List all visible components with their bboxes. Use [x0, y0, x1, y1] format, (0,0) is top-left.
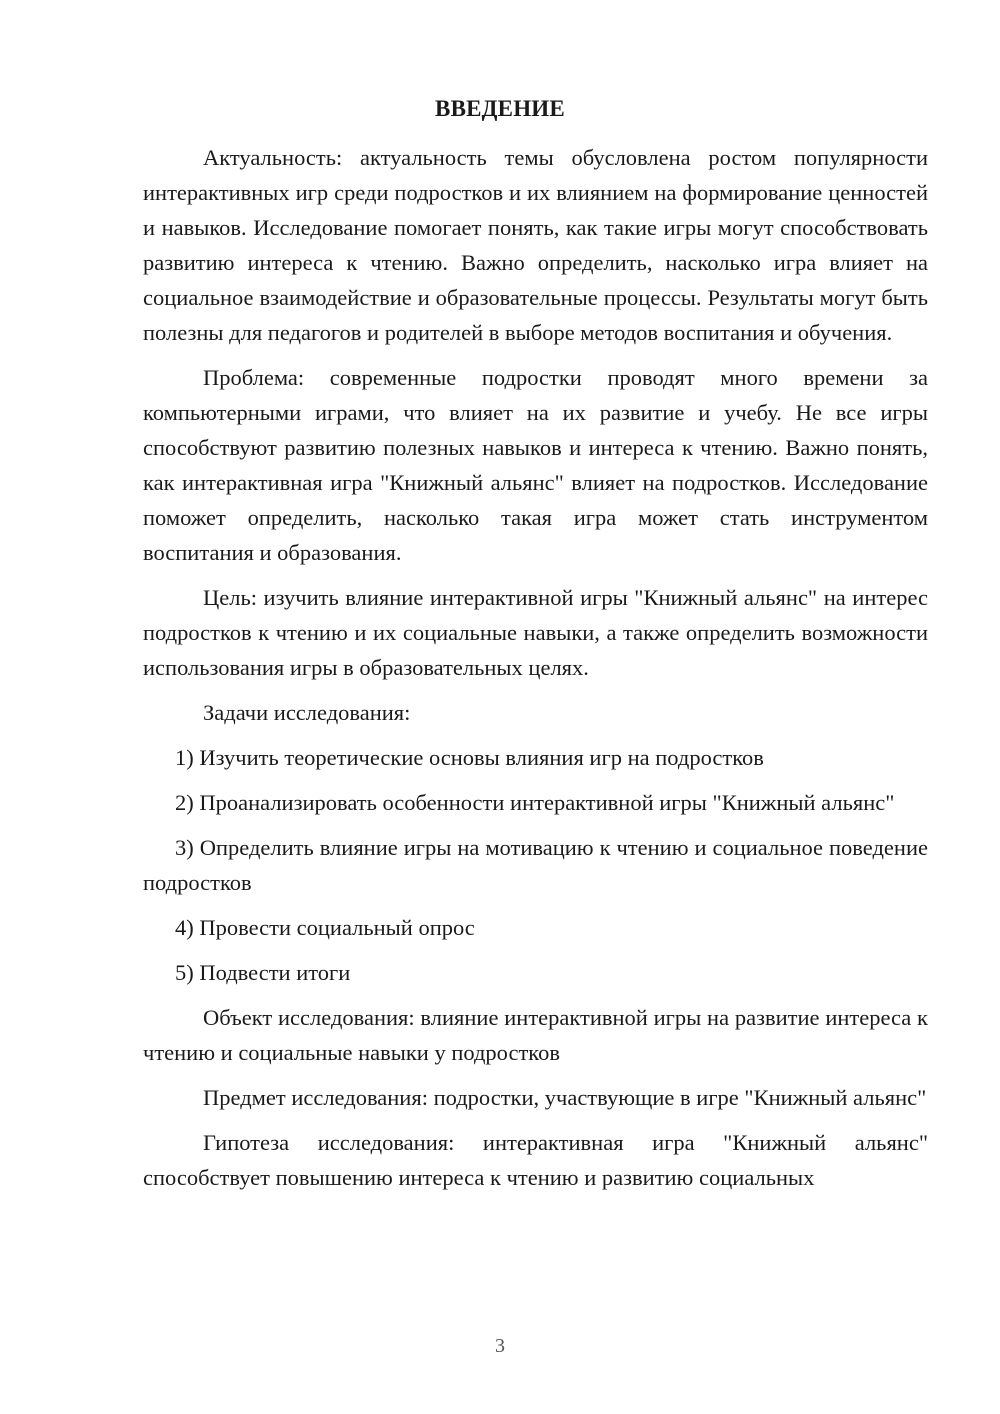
paragraph-goal: Цель: изучить влияние интерактивной игры "Книжный альянс" на интерес подростков к чтению и их социальные навыки, а также определить возможности использования игры в образовательных целях.	[143, 585, 928, 680]
task-item-5: 5) Подвести итоги	[175, 960, 351, 985]
page-number: 3	[495, 1335, 505, 1357]
task-item-1: 1) Изучить теоретические основы влияния игр на подростков	[175, 745, 764, 770]
paragraph-hypothesis: Гипотеза исследования: интерактивная игра "Книжный альянс" способствует повышению интереса к чтению и развитию социальных	[143, 1130, 928, 1190]
task-item-3: 3) Определить влияние игры на мотивацию к чтению и социальное поведение подростков	[143, 835, 928, 895]
paragraph-relevance: Актуальность: актуальность темы обусловлена ростом популярности интерактивных игр среди подростков и их влиянием на формирование ценностей и навыков. Исследование помогает понять, как такие игры могут способствовать развитию интереса к чтению. Важно определить, насколько игра влияет на социальное взаимодействие и образовательные процессы. Результаты могут быть полезны для педагогов и родителей в выборе методов воспитания и обучения.	[143, 145, 928, 345]
paragraph-object: Объект исследования: влияние интерактивной игры на развитие интереса к чтению и социальные навыки у подростков	[143, 1005, 928, 1065]
paragraph-problem: Проблема: современные подростки проводят много времени за компьютерными играми, что влияет на их развитие и учебу. Не все игры способствуют развитию полезных навыков и интереса к чтению. Важно понять, как интерактивная игра "Книжный альянс" влияет на подростков. Исследование поможет определить, насколько такая игра может стать инструментом воспитания и образования.	[143, 365, 928, 565]
task-item-4: 4) Провести социальный опрос	[175, 915, 475, 940]
paragraph-subject: Предмет исследования: подростки, участвующие в игре "Книжный альянс"	[203, 1085, 927, 1110]
task-item-2: 2) Проанализировать особенности интерактивной игры "Книжный альянс"	[175, 790, 895, 815]
page-title: ВВЕДЕНИЕ	[435, 96, 565, 121]
body-text	[143, 140, 928, 1205]
paragraph-tasks-heading: Задачи исследования:	[203, 700, 411, 725]
